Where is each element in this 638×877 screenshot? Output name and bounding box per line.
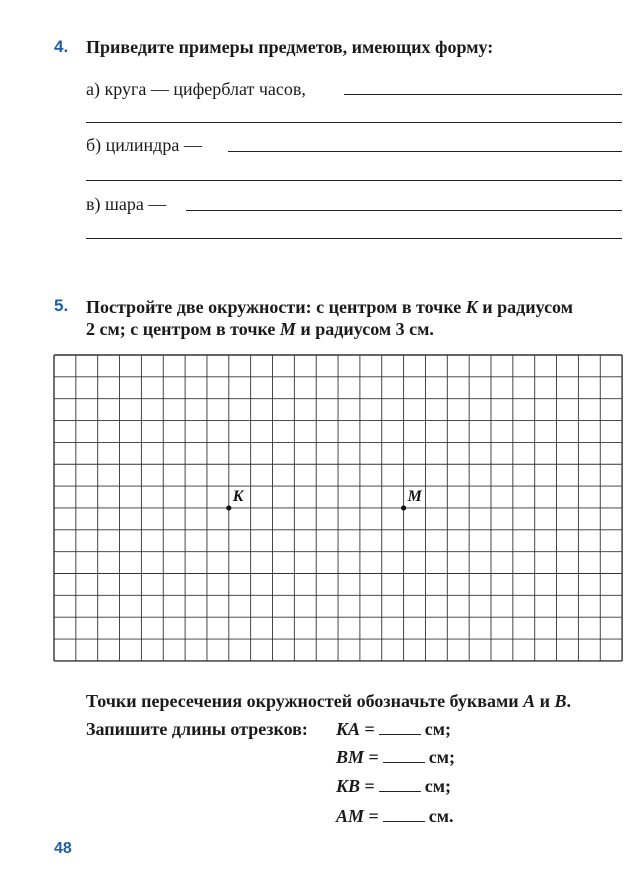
task5-line2-var: M	[279, 319, 296, 339]
answer-line-c2[interactable]	[86, 238, 622, 239]
point-k-dot[interactable]	[226, 505, 231, 510]
equals-sign: =	[364, 719, 375, 739]
intersections-and: и	[535, 691, 555, 711]
intersections-text: Точки пересечения окружностей обозначьте буквами	[86, 691, 524, 711]
intersections-period: .	[566, 691, 572, 711]
lengths-intro: Запишите длины отрезков:	[86, 719, 308, 739]
task4-item-a: а) круга — циферблат часов,	[86, 79, 306, 99]
segment-unit: см;	[428, 747, 456, 767]
segment-name: KA	[336, 719, 361, 739]
task5-number: 5.	[54, 296, 69, 315]
segment-name: AM	[336, 806, 365, 826]
answer-line-b2[interactable]	[86, 180, 622, 181]
segment-row-3	[336, 805, 454, 827]
task5-line2	[86, 318, 434, 340]
equals-sign: =	[368, 747, 379, 767]
equals-sign: =	[368, 806, 379, 826]
task4-item-b: б) цилиндра —	[86, 135, 202, 155]
intersections-instruction	[86, 690, 571, 712]
segment-answer-blank[interactable]	[383, 748, 425, 763]
task5-line1-var: K	[465, 297, 478, 317]
answer-line-b1[interactable]	[228, 151, 622, 152]
segment-answer-blank[interactable]	[379, 720, 421, 735]
segment-name: BM	[336, 747, 365, 767]
point-b-label: B	[554, 691, 567, 711]
task5-line1	[86, 296, 573, 318]
segment-unit: см;	[424, 719, 452, 739]
answer-line-c1[interactable]	[186, 210, 622, 211]
segment-answer-blank[interactable]	[383, 807, 425, 822]
equals-sign: =	[364, 776, 375, 796]
task4-number: 4.	[54, 37, 69, 56]
segment-row-2	[336, 775, 451, 797]
segment-row-0	[336, 718, 451, 740]
segment-row-1	[336, 746, 455, 768]
segment-answer-blank[interactable]	[379, 777, 421, 792]
task5-line1-end: и радиусом	[477, 297, 573, 317]
answer-line-a2[interactable]	[86, 122, 622, 123]
point-k-label: K	[232, 487, 244, 505]
segment-name: KB	[336, 776, 361, 796]
task5-line2-text: 2 см; с центром в точке	[86, 319, 280, 339]
segment-unit: см;	[424, 776, 452, 796]
task5-line1-text: Постройте две окружности: с центром в точке	[86, 297, 466, 317]
task4-title: Приведите примеры предметов, имеющих форму:	[86, 37, 494, 57]
task5-line2-end: и радиусом 3 см.	[295, 319, 434, 339]
point-m-dot[interactable]	[401, 505, 406, 510]
square-grid[interactable]	[53, 354, 623, 664]
task4-item-c: в) шара —	[86, 194, 167, 214]
point-a-label: A	[523, 691, 536, 711]
segment-unit: см.	[428, 806, 454, 826]
point-m-label: M	[407, 487, 422, 505]
page-number: 48	[54, 840, 72, 857]
answer-line-a1[interactable]	[344, 94, 622, 95]
